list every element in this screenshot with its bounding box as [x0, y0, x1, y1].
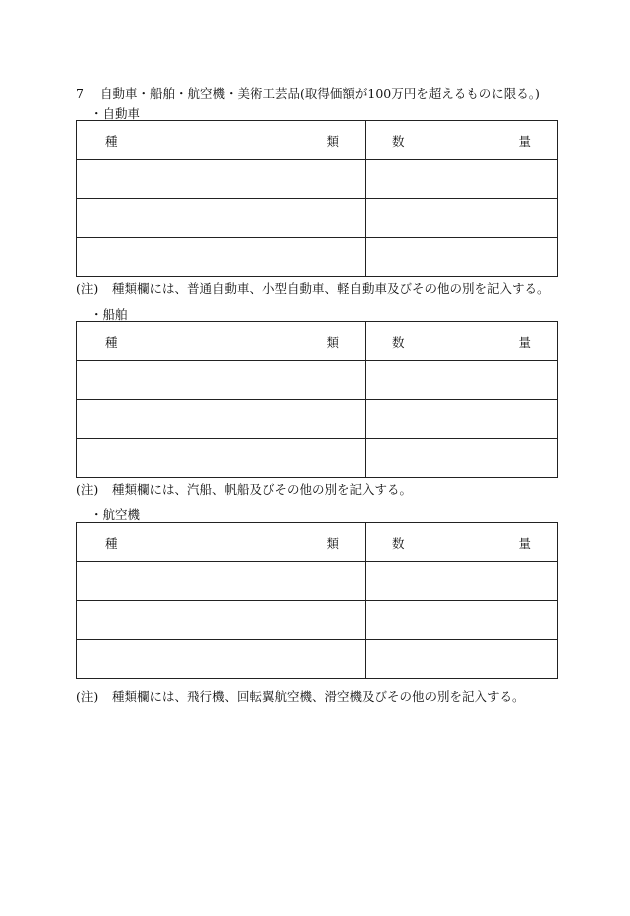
quantity-cell[interactable] — [366, 640, 558, 679]
type-header-char-2: 類 — [326, 536, 339, 551]
automobile-note — [76, 279, 550, 297]
note-text: 種類欄には、普通自動車、小型自動車、軽自動車及びその他の別を記入する。 — [112, 281, 550, 296]
table-row — [77, 361, 558, 400]
quantity-cell[interactable] — [366, 601, 558, 640]
table-row — [77, 601, 558, 640]
quantity-header-char-2: 量 — [518, 134, 531, 149]
automobile-table — [76, 120, 558, 277]
quantity-header-char-2: 量 — [518, 536, 531, 551]
type-header — [77, 523, 366, 562]
table-row — [77, 439, 558, 478]
type-header-char-2: 類 — [326, 335, 339, 350]
quantity-cell[interactable] — [366, 400, 558, 439]
ship-note — [76, 480, 412, 498]
subsection-label-automobile: ・自動車 — [90, 106, 141, 121]
ship-table — [76, 321, 558, 478]
note-text: 種類欄には、汽船、帆船及びその他の別を記入する。 — [112, 482, 413, 497]
quantity-header — [366, 523, 558, 562]
table-row — [77, 238, 558, 277]
type-header-char-1: 種 — [105, 536, 118, 551]
type-cell[interactable] — [77, 601, 366, 640]
quantity-header-char-1: 数 — [392, 536, 405, 551]
type-header — [77, 121, 366, 160]
quantity-cell[interactable] — [366, 238, 558, 277]
table-row — [77, 562, 558, 601]
quantity-header-char-2: 量 — [518, 335, 531, 350]
quantity-cell[interactable] — [366, 160, 558, 199]
quantity-cell[interactable] — [366, 439, 558, 478]
type-cell[interactable] — [77, 439, 366, 478]
type-cell[interactable] — [77, 361, 366, 400]
type-cell[interactable] — [77, 199, 366, 238]
table-header-row — [77, 322, 558, 361]
table-header-row — [77, 121, 558, 160]
type-cell[interactable] — [77, 238, 366, 277]
type-header — [77, 322, 366, 361]
note-tag: (注) — [76, 482, 99, 497]
type-cell[interactable] — [77, 562, 366, 601]
table-row — [77, 400, 558, 439]
quantity-header — [366, 322, 558, 361]
table-row — [77, 640, 558, 679]
quantity-cell[interactable] — [366, 361, 558, 400]
type-header-char-1: 種 — [105, 335, 118, 350]
quantity-header — [366, 121, 558, 160]
section-title: 自動車・船舶・航空機・美術工芸品(取得価額が100万円を超えるものに限る。) — [99, 86, 540, 101]
type-cell[interactable] — [77, 640, 366, 679]
table-row — [77, 199, 558, 238]
section-number: 7 — [76, 86, 84, 101]
type-cell[interactable] — [77, 160, 366, 199]
note-tag: (注) — [76, 689, 99, 704]
quantity-cell[interactable] — [366, 199, 558, 238]
aircraft-table — [76, 522, 558, 679]
note-text: 種類欄には、飛行機、回転翼航空機、滑空機及びその他の別を記入する。 — [112, 689, 525, 704]
aircraft-note — [76, 687, 525, 705]
table-header-row — [77, 523, 558, 562]
type-header-char-1: 種 — [105, 134, 118, 149]
table-row — [77, 160, 558, 199]
quantity-header-char-1: 数 — [392, 134, 405, 149]
subsection-label-ship: ・船舶 — [90, 307, 128, 322]
type-cell[interactable] — [77, 400, 366, 439]
note-tag: (注) — [76, 281, 99, 296]
section-heading — [76, 84, 540, 102]
quantity-cell[interactable] — [366, 562, 558, 601]
type-header-char-2: 類 — [326, 134, 339, 149]
subsection-label-aircraft: ・航空機 — [90, 507, 141, 522]
quantity-header-char-1: 数 — [392, 335, 405, 350]
